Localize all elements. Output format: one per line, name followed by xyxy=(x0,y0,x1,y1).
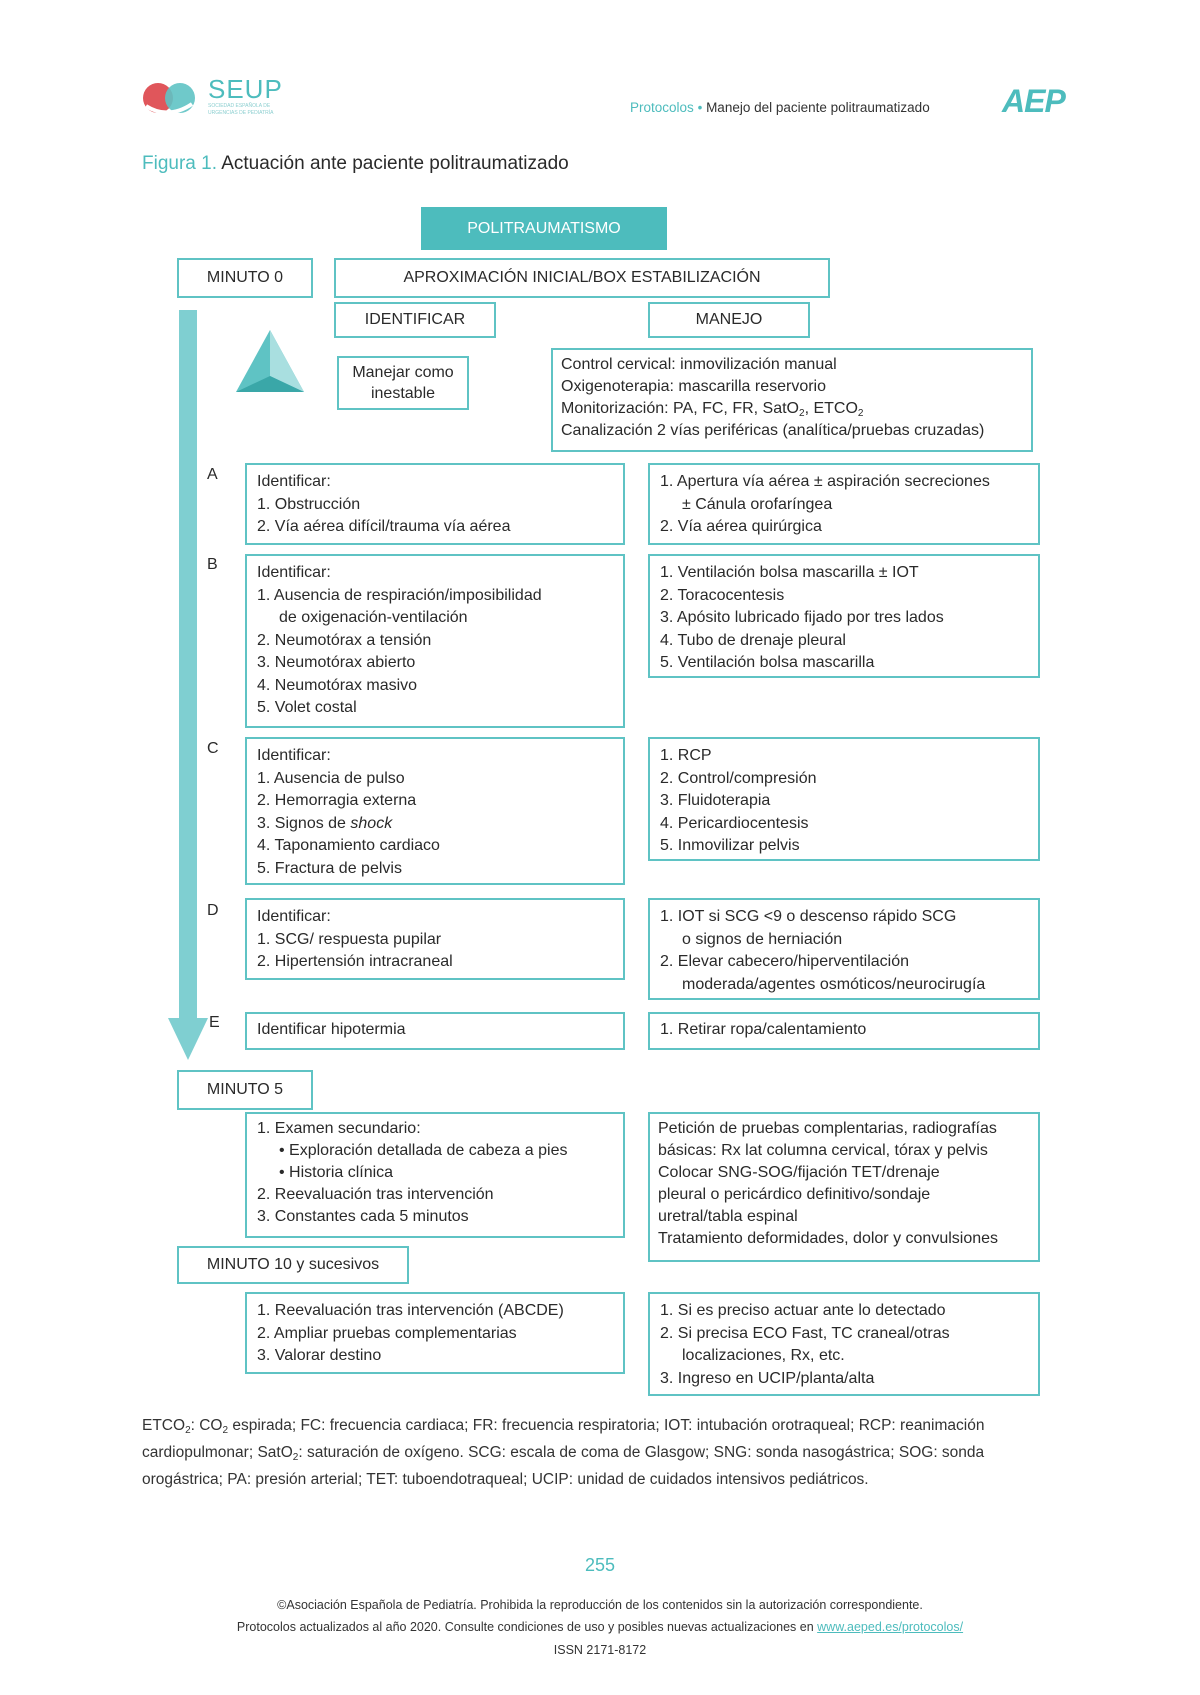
minute-5-left-box: 1. Examen secundario: • Exploración detallada de cabeza a pies • Historia clínica 2. Reevaluación tras intervención 3. Constantes cada 5 minutos xyxy=(245,1112,625,1238)
page-number: 255 xyxy=(584,1555,616,1575)
unstable-box: Manejar como inestable xyxy=(337,356,469,410)
step-letter-d: D xyxy=(207,902,219,919)
step-d-manage: 1. IOT si SCG <9 o descenso rápido SCG o signos de herniación 2. Elevar cabecero/hiperventilación moderada/agentes osmóticos/neurocirugía xyxy=(648,898,1040,1000)
breadcrumb xyxy=(630,100,930,115)
footer-link[interactable]: www.aeped.es/protocolos/ xyxy=(817,1620,964,1634)
top-box-politraumatismo: POLITRAUMATISMO xyxy=(421,207,667,250)
minute-10-right-box: 1. Si es preciso actuar ante lo detectado 2. Si precisa ECO Fast, TC craneal/otras localizaciones, Rx, etc. 3. Ingreso en UCIP/planta/alta xyxy=(648,1292,1040,1396)
initial-management-box xyxy=(551,348,1033,452)
initial-mgmt-line-2: Oxigenoterapia: mascarilla reservorio xyxy=(561,378,826,395)
step-letter-a: A xyxy=(207,466,218,483)
timeline-arrow-icon xyxy=(168,310,208,1062)
breadcrumb-separator: • xyxy=(697,100,703,115)
step-a-identify: Identificar: 1. Obstrucción 2. Vía aérea difícil/trauma vía aérea xyxy=(245,463,625,545)
initial-approach-box: APROXIMACIÓN INICIAL/BOX ESTABILIZACIÓN xyxy=(334,258,830,298)
seup-logo-mark-icon xyxy=(140,76,202,120)
step-letter-c: C xyxy=(207,740,219,757)
step-c-manage: 1. RCP 2. Control/compresión 3. Fluidoterapia 4. Pericardiocentesis 5. Inmovilizar pelvis xyxy=(648,737,1040,861)
legend-line-1: $ETCO_2$: $CO_2$ espirada; FC: frecuencia cardiaca; FR: frecuencia respiratoria; IOT: intubación orotraqueal; RCP: reanimación xyxy=(142,1417,985,1436)
step-c-identify: Identificar: 1. Ausencia de pulso 2. Hemorragia externa 3. Signos de shock 4. Taponamiento cardiaco 5. Fractura de pelvis xyxy=(245,737,625,885)
seup-logo xyxy=(140,76,290,120)
legend-line-3: orogástrica; PA: presión arterial; TET: tuboendotraqueal; UCIP: unidad de cuidados intensivos pediátricos. xyxy=(142,1471,869,1488)
step-b-manage: 1. Ventilación bolsa mascarilla ± IOT 2. Toracocentesis 3. Apósito lubricado fijado por tres lados 4. Tubo de drenaje pleural 5. Ventilación bolsa mascarilla xyxy=(648,554,1040,678)
initial-mgmt-line-1: Control cervical: inmovilización manual xyxy=(561,356,837,373)
identify-header: IDENTIFICAR xyxy=(334,302,496,338)
footer-issn: ISSN 2171-8172 xyxy=(553,1643,647,1657)
minute-10-left-box: 1. Reevaluación tras intervención (ABCDE) 2. Ampliar pruebas complementarias 3. Valorar destino xyxy=(245,1292,625,1374)
step-e-identify: Identificar hipotermia xyxy=(245,1012,625,1050)
seup-logo-sub1: SOCIEDAD ESPAÑOLA DE xyxy=(208,103,271,109)
step-d-identify: Identificar: 1. SCG/ respuesta pupilar 2. Hipertensión intracraneal xyxy=(245,898,625,980)
manage-header: MANEJO xyxy=(648,302,810,338)
figure-label: Figura 1. xyxy=(142,153,217,174)
minute-10-box: MINUTO 10 y sucesivos xyxy=(177,1246,409,1284)
seup-logo-text: SEUP xyxy=(208,74,283,104)
step-letter-e: E xyxy=(209,1014,220,1031)
step-b-identify: Identificar: 1. Ausencia de respiración/imposibilidad de oxigenación-ventilación 2. Neumotórax a tensión 3. Neumotórax abierto 4. Neumotórax masivo 5. Volet costal xyxy=(245,554,625,728)
minute-5-box: MINUTO 5 xyxy=(177,1070,313,1110)
initial-mgmt-line-4: Canalización 2 vías periféricas (analítica/pruebas cruzadas) xyxy=(561,422,985,439)
aep-logo: AEP xyxy=(1002,83,1065,119)
breadcrumb-title: Manejo del paciente politraumatizado xyxy=(706,100,930,115)
breadcrumb-section: Protocolos xyxy=(630,100,694,115)
step-e-manage: 1. Retirar ropa/calentamiento xyxy=(648,1012,1040,1050)
minute-0-box: MINUTO 0 xyxy=(177,258,313,298)
initial-mgmt-line-3: Monitorización: PA, FC, FR, SatO$_2$, $ETCO_2$ xyxy=(561,400,864,419)
seup-logo-sub2: URGENCIAS DE PEDIATRÍA xyxy=(208,110,274,116)
figure-title: Actuación ante paciente politraumatizado xyxy=(221,153,569,174)
footer-copyright: ©Asociación Española de Pediatría. Prohibida la reproducción de los contenidos sin la autorización correspondiente. xyxy=(277,1598,923,1612)
footer-updated: Protocolos actualizados al año 2020. Consulte condiciones de uso y posibles nuevas actualizaciones en www.aeped.es/protocolos/ xyxy=(236,1620,964,1634)
step-a-manage: 1. Apertura vía aérea ± aspiración secreciones ± Cánula orofaríngea 2. Vía aérea quirúrgica xyxy=(648,463,1040,545)
step-letter-b: B xyxy=(207,556,218,573)
warning-triangle-icon xyxy=(234,328,306,394)
figure-caption xyxy=(142,153,569,175)
abbreviation-legend xyxy=(142,1412,1072,1493)
minute-5-right-box: Petición de pruebas complentarias, radiografías básicas: Rx lat columna cervical, tórax y pelvis Colocar SNG-SOG/fijación TET/drenaje pleural o pericárdico definitivo/sondaje uretral/tabla espinal Tratamiento deformidades, dolor y convulsiones xyxy=(648,1112,1040,1262)
legend-line-2: cardiopulmonar; SatO$_2$: saturación de oxígeno. SCG: escala de coma de Glasgow; SNG: sonda nasogástrica; SOG: sonda xyxy=(142,1444,985,1463)
